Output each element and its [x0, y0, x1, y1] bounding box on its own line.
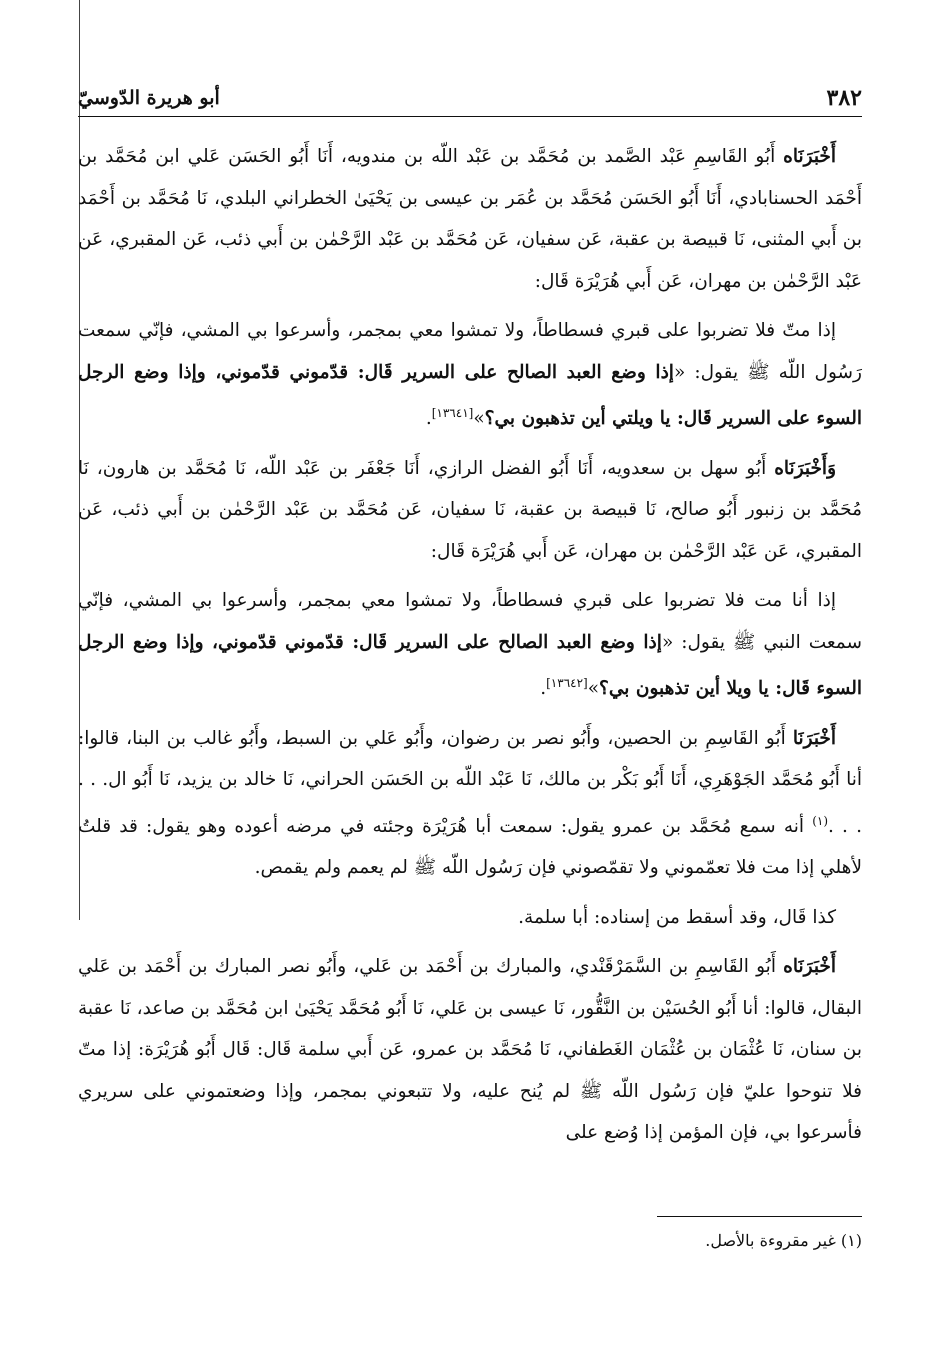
paragraph-matn-1	[78, 310, 862, 440]
quote-close: »	[473, 408, 485, 430]
paragraph-text: أَبُو سهل بن سعدويه، أَنَا أَبُو الفضل الرازي، أَنَا جَعْفَر بن عَبْد اللّه، نَا مُحَمَّد بن هارون، نَا مُحَمَّد بن زنبور أَبُو صالح، نَا قبيصة بن عقبة، نَا سفيان، عَن مُحَمَّد بن عَبْد الرَّحْمٰن بن أَبي ذئب، عَن المقبري، عَن عَبْد الرَّحْمٰن بن مهران، عَن أَبي هُرَيْرَة قَال:	[78, 457, 862, 562]
paragraph-text: أَبُو القَاسِمِ بن الحصين، وأَبُو نصر بن رضوان، وأَبُو عَلي بن السبط، وأَبُو غالب بن البنا، قالوا: أنا أَبُو مُحَمَّد الجَوْهَرِي، أَنَا أَبُو بَكْر بن مالك، نَا عَبْد اللّه بن الحَسَن الحراني، نَا خالد بن يزيد، نَا أَبُو ال. . . . . .	[78, 727, 862, 837]
page-number: ٣٨٢	[826, 85, 862, 111]
footnote-divider	[657, 1216, 862, 1217]
hadith-quote: إذا وضع العبد الصالح على السرير قَال: قدّموني قدّموني، وإذا وضع الرجل السوء على السرير قَال: يا ويلتي أين تذهبون بي؟	[78, 361, 862, 430]
hadith-quote: إذا وضع العبد الصالح على السرير قَال: قدّموني قدّموني، وإذا وضع الرجل السوء قَال: يا ويلا أين تذهبون بي؟	[78, 631, 862, 700]
paragraph-text: كذا قَال، وقد أسقط من إسناده: أبا سلمة.	[518, 906, 836, 928]
paragraph-end: .	[540, 678, 547, 700]
page-body	[78, 136, 862, 1162]
paragraph-text: إذا متّ فلا تضربوا على قبري فسطاطاً، ولا تمشوا معي بمجمر، وأسرعوا بي المشي، فإنّي سمعت رَسُول اللّه ﷺ يقول: «	[78, 320, 862, 383]
isnad-keyword: وَأَخْبَرَنَاه	[774, 457, 836, 479]
hadith-reference-number: [١٣٦٤٢]	[546, 676, 588, 691]
paragraph-isnad-1	[78, 136, 862, 302]
isnad-keyword: أَخْبَرَنَاه	[783, 956, 836, 978]
quote-close: »	[587, 678, 600, 700]
paragraph-isnad-4	[78, 946, 862, 1154]
paragraph-text: إذا أنا مت فلا تضربوا على قبري فسطاطاً، ولا تمشوا معي بمجمر، وأسرعوا بي المشي، فإنّي سمعت النبي ﷺ يقول: «	[78, 590, 863, 653]
footnote-text: (١) غير مقروءة بالأصل.	[705, 1231, 862, 1250]
page-header	[78, 80, 862, 117]
paragraph-end: .	[425, 408, 432, 430]
paragraph-comment	[78, 897, 862, 939]
hadith-reference-number: [١٣٦٤١]	[431, 406, 474, 420]
isnad-keyword: أَخْبَرَنَا	[792, 727, 836, 749]
footnote	[78, 1226, 862, 1256]
paragraph-text-continued: أنه سمع مُحَمَّد بن عمرو يقول: سمعت أبا هُرَيْرَة وجئته في مرضه أعوده وهو يقول: قد قلتُ لأهلي إذا مت فلا تعمّموني ولا تقمّصوني فإن رَسُول اللّه ﷺ لم يعمم ولم يقمص.	[78, 815, 862, 879]
isnad-keyword: أَخْبَرَنَاه	[783, 146, 836, 167]
paragraph-text: أَبُو القَاسِمِ عَبْد الصَّمد بن مُحَمَّد بن عَبْد اللّه بن مندويه، أَنَا أَبُو الحَسَن عَلي ابن مُحَمَّد بن أَحْمَد الحسنابادي، أَنَا أَبُو الحَسَن مُحَمَّد بن عُمَر بن عيسى بن يَحْيَىٰ الخطراني البلدي، نَا مُحَمَّد بن أَحْمَد بن أَبي المثنى، نَا قبيصة بن عقبة، عَن سفيان، عَن مُحَمَّد بن عَبْد الرَّحْمٰن بن أَبي ذئب، عَن المقبري، عَن عَبْد الرَّحْمٰن بن مهران، عَن أَبي هُرَيْرَة قَال:	[78, 146, 862, 292]
paragraph-isnad-3	[78, 718, 862, 889]
running-title: أبو هريرة الدّوسيّ	[78, 87, 220, 109]
paragraph-text: أَبُو القَاسِمِ بن السَّمَرْقَنْدي، والمبارك بن أَحْمَد بن عَلي، وأَبُو نصر المبارك بن أَحْمَد بن عَلي البقال، قالوا: أنا أَبُو الحُسَيْن بن النَّقُّور، نَا عيسى بن عَلي، نَا أَبُو مُحَمَّد يَحْيَىٰ ابن مُحَمَّد بن صاعد، نَا عقبة بن سنان، نَا عُثْمَان بن عُثْمَان الغَطفاني، نَا مُحَمَّد بن عمرو، عَن أَبي سلمة قَال: قَال أَبُو هُرَيْرَة: إذا متّ فلا تنوحوا عليّ فإن رَسُول اللّه ﷺ لم يُنح عليه، ولا تتبعوني بمجمر، وإذا وضعتموني على سريري فأسرعوا بي، فإن المؤمن إذا وُضع على	[78, 956, 862, 1144]
paragraph-isnad-2	[78, 448, 862, 573]
footnote-marker[interactable]: (١)	[812, 813, 829, 828]
paragraph-matn-2	[78, 580, 862, 710]
